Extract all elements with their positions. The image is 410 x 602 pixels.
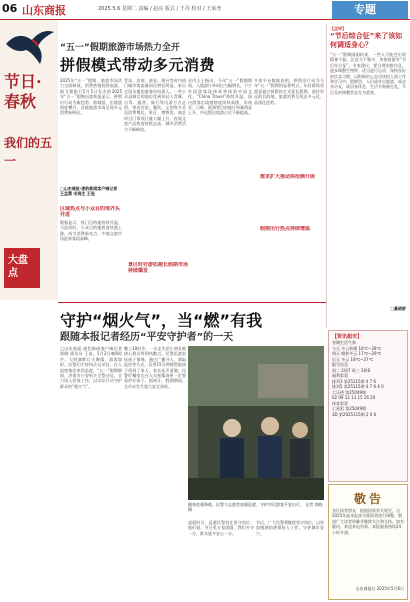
story1-subhead-3: 需求扩大推动供给侧升级 [260,174,316,180]
story2-photo-caption: 随着夜幕降临，民警与志愿者加强巡逻，守护市民游客平安出行。 记者 郭晓 摄 [188,502,323,512]
story2-column-1: □山东商报·速豹新闻客户端记者 郭晓 通讯员 王某。5月2日晚8时许，大明湖畔灯火璀璨，游客如织。民警们手持执法记录仪，在人流密集处来回巡逻。“五一”假期期间，济南市公安机关全警动员，全力投入安保工作，以实际行动守护群众的“烟火气”。 [60,346,122,389]
notice-signature: 山东商报社 2025年5月6日 [355,586,404,591]
editorial-author: □綦晓舒 [390,306,406,311]
story2-subhead: 跟随本报记者经历“平安守护者”的一天 [60,332,234,343]
info-line: 福利彩票 [332,373,348,378]
info-line: 省城生活气象 [332,340,356,345]
story1-subhead-1: 区域热点与小众目的地齐头并进 [60,206,121,218]
header-date-line: 2025.5.6 星期二 责编 / 赵亮 版式 / 王丹 校对 / 王承尧 [98,6,222,12]
info-line: 七星彩 第25049期 [332,406,366,411]
section-label: 专题 [332,1,408,19]
story1-column-1b: 数据显示，热门目的地持续升温，与此同时，小众目的地热度快速上涨，成为消费新亮点，多地文旅市场迎来客流高峰。 [60,220,122,242]
info-line: 排列3 第25115期 4 7 6 [332,378,376,384]
story2-photo [188,346,324,500]
info-line: 排列5 第25115期 4 7 6 4 0 [332,384,384,389]
story1-headline: 拼假模式带动多元消费 [60,56,216,74]
story2-column-3: 凌晨时分，巡逻民警仍在坚守岗位。他们说，节日里万家团圆，我们多守一分，群众就多安心一分。 [188,520,254,536]
editorial-title: “节后综合征”来了该如何调适身心？ [330,32,403,49]
info-line: 周二 2和7 周三 3和8 [332,367,370,373]
story1-column-4: 多家平台数据表明，拼假出行成为今年“五一”假期的显著特点，年轻群体更愿意通过拼假的方式延长假期，前往更远的目的地，旅游消费呈现出多元化、品质化趋势。 [254,78,324,105]
story2-column-4: 节后，广大民警将继续坚守岗位，以更加饱满的热情投入工作，守护城市安宁。 [256,520,324,536]
story2-divider [58,302,326,303]
story1-column-3: 业内人士指出，今年“五一”假期期间，入境游订单同比大幅增长，不少外国游客选择来华体验中国文化，“China Travel”持续升温。国内游客出境游热度同样高涨，东南亚、日韩、欧洲等目的地订单量明显上升，中远程出境游占比不断提高。 [188,78,252,116]
info-line: 后天 多云 18℃~27℃ [332,356,374,362]
info-line: 今天 多云转晴 16℃~28℃ [332,345,382,351]
sidebar-badge: 大盘点 [4,248,40,288]
notice-text: 各位读者朋友：根据国家有关规定，自2025年起本报部分版面将进行调整，敬请广大读者谅解并继续关注和支持。如有疑问，欢迎来电咨询。本报服务热线24小时开通。 [332,508,404,535]
story1-subhead-2: 景区时好游如越长假期市场持续爆发 [128,262,188,274]
sidebar-brush-subtitle: 我们的五一 [4,136,53,168]
sidebar-brush-title: 节日·春秋 [4,72,42,111]
page-number: 06 [2,2,18,15]
info-line: 体育彩票 [332,400,348,406]
editorial-label: 【点评】 [330,26,346,31]
story2-column-2: 晚上10时许，一名走失的小朋友被热心群众带到执勤点。民警迅速安抚孩子情绪，通过广播寻人、调取监控等方式，仅用15分钟便帮助孩子找到了家人。家长连声道谢，民警叮嘱家长在人员密集场所一定要看护好孩子。据统计，假期期间，全市未发生重大安全事故。 [124,346,186,389]
info-box-lines [332,340,406,480]
story2-headline: 守护“烟火气”，当“燃”有我 [60,311,263,330]
info-box-title: 【资讯超市】 [332,334,363,340]
story1-subhead-4: 假期出行热点持续增温 [260,226,311,232]
info-line: 3D 第2025115期 2 0 6 [332,411,377,417]
info-line: 02 09 12 13 15 16 20 [332,395,376,400]
info-line: 大乐透 第25049期 [332,389,366,395]
story1-kicker: “五一”假期旅游市场热力全开 [60,43,180,53]
info-line: 限号信息 [332,362,348,367]
story1-byline: □山东商报·速豹新闻客户端记者 王孟霏 宋鸿生 王冠 [60,186,118,197]
newspaper-name: 山东商报 [22,4,66,17]
story1-column-2: 青岛、济南、泰安、烟台等省内热门城市客流量同比增长明显。来自全国各地的游客纷纷涌入。一些小众县域目的地也受到年轻人青睐，自驾、露营、骑行等出游方式走俏，带动住宿、餐饮、文创等多业态消费增长。景区、博物馆、演艺项目门票预订量大幅上升，夜间文旅产品热度持续走高，城市消费活力不断释放。 [124,78,186,132]
story1-column-1: 2025年“五一”假期，旅游市场活力全面释放。消费热情持续高涨。据飞猪旅行5月5日发布的2025年“五一”假期出游快报显示，拼假出行成为新趋势，跨城游、出境游热度攀升，各地旅游市场呈现多元消费新格局。 [60,78,122,116]
notice-title: 敬告 [354,492,385,506]
swallow-illustration [2,24,56,68]
info-line: 明天 晴转多云 17℃~29℃ [332,351,382,356]
editorial-text: “五一”假期刚刚结束，一些人可能会出现精神不振、注意力不集中、身体疲惫等“节后综合征”。专家建议，要合理安排作息，逐步调整生物钟，适当进行运动，保持良好的饮食习惯，以积极的心态尽快投入到工作和学习中。假期里，人们或外出旅游，或走亲访友，或居家休息，生活节奏被打乱，节后及时调整状态尤为重要。 [330,52,406,95]
